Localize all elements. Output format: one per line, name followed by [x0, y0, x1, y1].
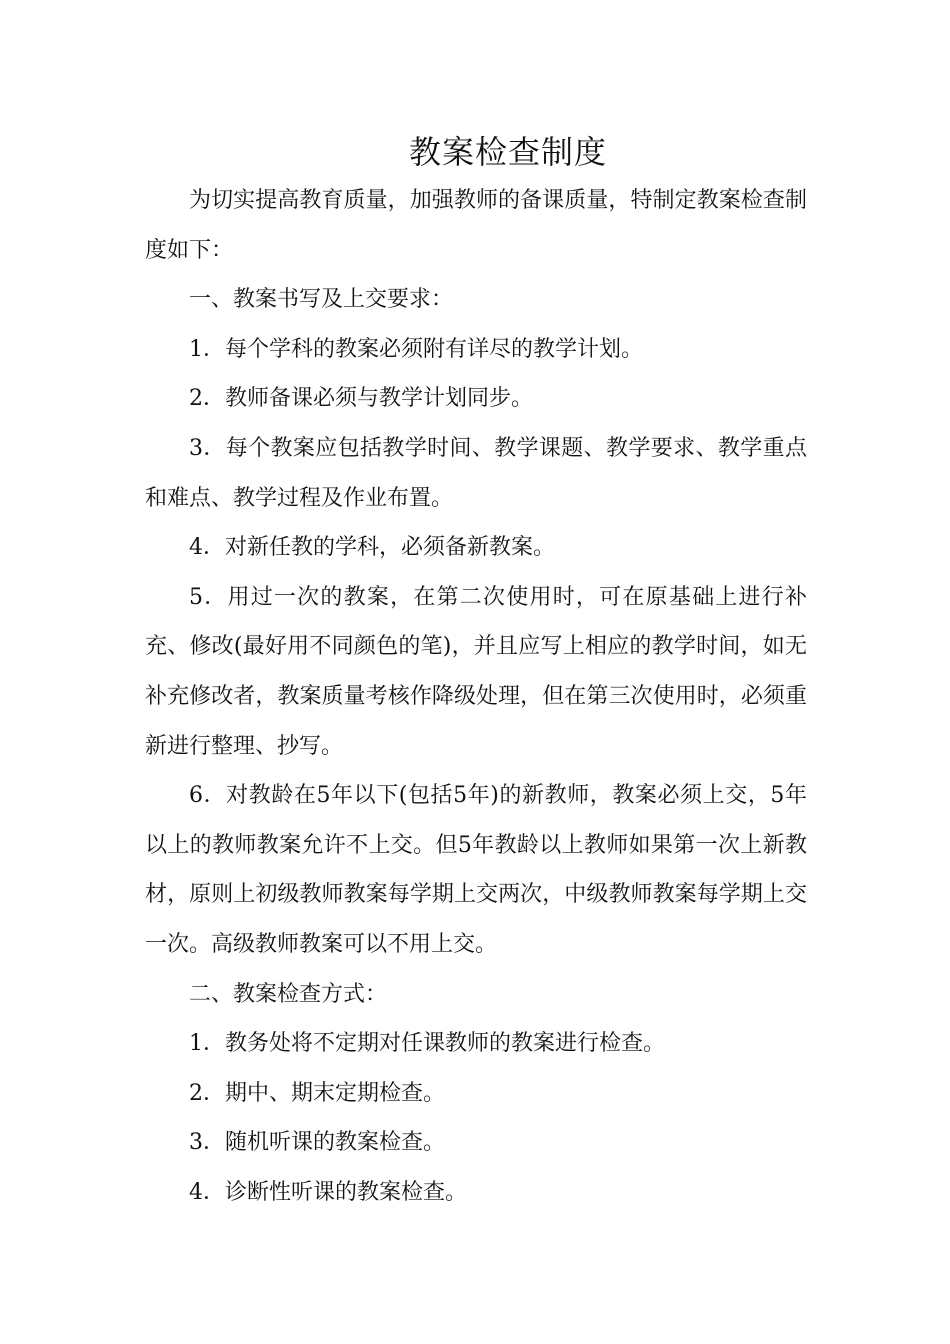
method-item-2: 2．期中、期末定期检查。: [189, 1080, 445, 1106]
document-title: 教案检查制度: [408, 133, 607, 171]
requirement-item-3: 3．每个教案应包括教学时间、教学课题、教学要求、教学重点和难点、教学过程及作业布置。: [145, 435, 807, 511]
requirement-item-4: 4．对新任教的学科，必须备新教案。: [189, 535, 555, 561]
document-body: [145, 176, 807, 1217]
requirement-item-1: 1．每个学科的教案必须附有详尽的教学计划。: [189, 336, 643, 362]
intro-paragraph: 为切实提高教育质量，加强教师的备课质量，特制定教案检查制度如下：: [145, 188, 807, 263]
requirement-item-6: 6．对教龄在5年以下(包括5年)的新教师，教案必须上交，5年以上的教师教案允许不上交。但5年教龄以上教师如果第一次上新教材，原则上初级教师教案每学期上交两次，中级教师教案每学期上交一次。高级教师教案可以不用上交。: [145, 783, 807, 957]
section-heading-methods: 二、教案检查方式：: [189, 981, 388, 1007]
requirement-item-5: 5．用过一次的教案，在第二次使用时，可在原基础上进行补充、修改(最好用不同颜色的笔)，并且应写上相应的教学时间，如无补充修改者，教案质量考核作降级处理，但在第三次使用时，必须重新进行整理、抄写。: [145, 584, 807, 759]
method-item-4: 4．诊断性听课的教案检查。: [189, 1179, 467, 1205]
method-item-3: 3．随机听课的教案检查。: [189, 1130, 445, 1156]
section-heading-requirements: 一、教案书写及上交要求：: [189, 287, 454, 313]
requirement-item-2: 2．教师备课必须与教学计划同步。: [189, 386, 533, 412]
method-item-1: 1．教务处将不定期对任课教师的教案进行检查。: [189, 1031, 665, 1057]
